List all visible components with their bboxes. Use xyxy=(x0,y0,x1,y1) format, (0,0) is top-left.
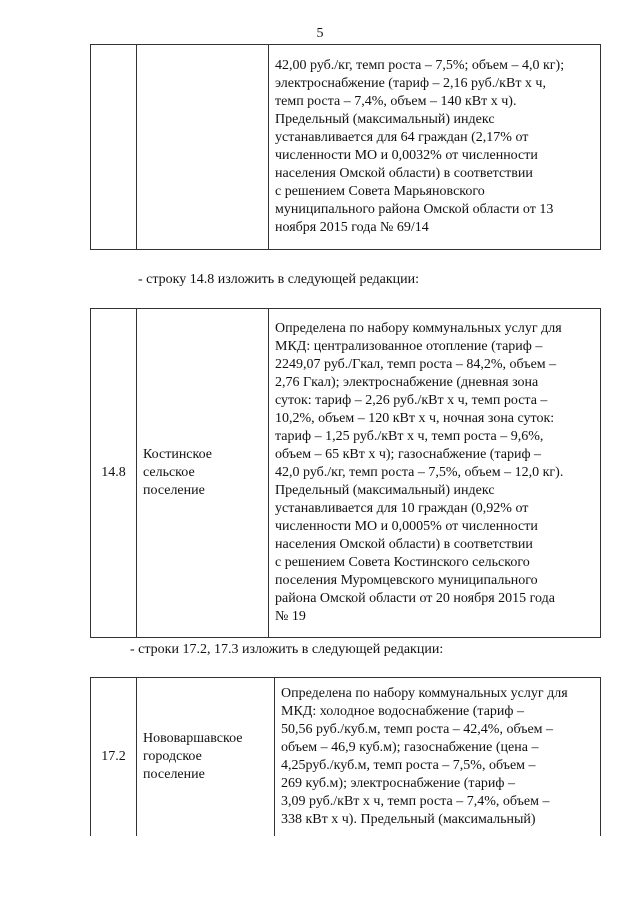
text-line: 42,00 руб./кг, темп роста – 7,5%; объем – 4,0 кг); xyxy=(275,58,565,73)
text-line: населения Омской области) в соответствии xyxy=(275,166,533,181)
settlement-name xyxy=(137,309,269,638)
table-row-14-8 xyxy=(90,308,601,638)
table-row xyxy=(91,678,601,837)
text-line: 42,0 руб./кг, темп роста – 7,5%, объем – 12,0 кг). xyxy=(275,465,564,480)
description-cell xyxy=(269,309,601,638)
text-line: 50,56 руб./куб.м, темп роста – 42,4%, объем – xyxy=(281,722,554,737)
description-cell xyxy=(275,678,601,837)
name-line: поселение xyxy=(143,483,205,498)
text-line: 2249,07 руб./Гкал, темп роста – 84,2%, объем – xyxy=(275,357,557,372)
text-line: численности МО и 0,0005% от численности xyxy=(275,519,538,534)
text-line: 4,25руб./куб.м, темп роста – 7,5%, объем – xyxy=(281,758,536,773)
text-line: 2,76 Гкал); электроснабжение (дневная зона xyxy=(275,375,539,390)
instruction-line: - строки 17.2, 17.3 изложить в следующей редакции: xyxy=(130,642,444,657)
text-line: объем – 65 кВт х ч); газоснабжение (тариф – xyxy=(275,447,542,462)
table-row-17-2 xyxy=(90,677,601,836)
text-line: населения Омской области) в соответствии xyxy=(275,537,533,552)
settlement-name xyxy=(137,678,275,837)
table-row xyxy=(91,309,601,638)
text-line: 3,09 руб./кВт х ч, темп роста – 7,4%, объем – xyxy=(281,794,550,809)
text-line: устанавливается для 10 граждан (0,92% от xyxy=(275,501,529,516)
text-line: Предельный (максимальный) индекс xyxy=(275,483,495,498)
instruction-line: - строку 14.8 изложить в следующей редакции: xyxy=(138,272,420,287)
text-line: МКД: холодное водоснабжение (тариф – xyxy=(281,704,524,719)
text-line: темп роста – 7,4%, объем – 140 кВт х ч). xyxy=(275,94,517,109)
row-number: 14.8 xyxy=(91,309,137,638)
empty-number-cell xyxy=(91,45,137,250)
text-line: № 19 xyxy=(275,609,306,624)
description-cell xyxy=(269,45,601,250)
text-line: 269 куб.м); электроснабжение (тариф – xyxy=(281,776,515,791)
text-line: 10,2%, объем – 120 кВт х ч, ночная зона суток: xyxy=(275,411,555,426)
text-line: электроснабжение (тариф – 2,16 руб./кВт х ч, xyxy=(275,76,546,91)
text-line: ноября 2015 года № 69/14 xyxy=(275,220,429,235)
empty-name-cell xyxy=(137,45,269,250)
table-row xyxy=(91,45,601,250)
name-line: сельское xyxy=(143,465,195,480)
name-line: городское xyxy=(143,749,202,764)
name-line: поселение xyxy=(143,767,205,782)
text-line: Определена по набору коммунальных услуг для xyxy=(281,686,568,701)
text-line: Определена по набору коммунальных услуг для xyxy=(275,321,562,336)
text-line: объем – 46,9 куб.м); газоснабжение (цена – xyxy=(281,740,539,755)
text-line: муниципального района Омской области от 13 xyxy=(275,202,554,217)
name-line: Костинское xyxy=(143,447,212,462)
text-line: с решением Совета Марьяновского xyxy=(275,184,485,199)
text-line: тариф – 1,25 руб./кВт х ч, темп роста – 9,6%, xyxy=(275,429,544,444)
text-line: Предельный (максимальный) индекс xyxy=(275,112,495,127)
text-line: численности МО и 0,0032% от численности xyxy=(275,148,538,163)
text-line: района Омской области от 20 ноября 2015 года xyxy=(275,591,555,606)
text-line: 338 кВт х ч). Предельный (максимальный) xyxy=(281,812,536,827)
text-line: поселения Муромцевского муниципального xyxy=(275,573,538,588)
text-line: МКД: централизованное отопление (тариф – xyxy=(275,339,543,354)
row-number: 17.2 xyxy=(91,678,137,837)
name-line: Нововаршавское xyxy=(143,731,243,746)
text-line: суток: тариф – 2,26 руб./кВт х ч, темп роста – xyxy=(275,393,548,408)
text-line: устанавливается для 64 граждан (2,17% от xyxy=(275,130,529,145)
table-continuation xyxy=(90,44,601,250)
text-line: с решением Совета Костинского сельского xyxy=(275,555,530,570)
page-number: 5 xyxy=(316,26,324,41)
